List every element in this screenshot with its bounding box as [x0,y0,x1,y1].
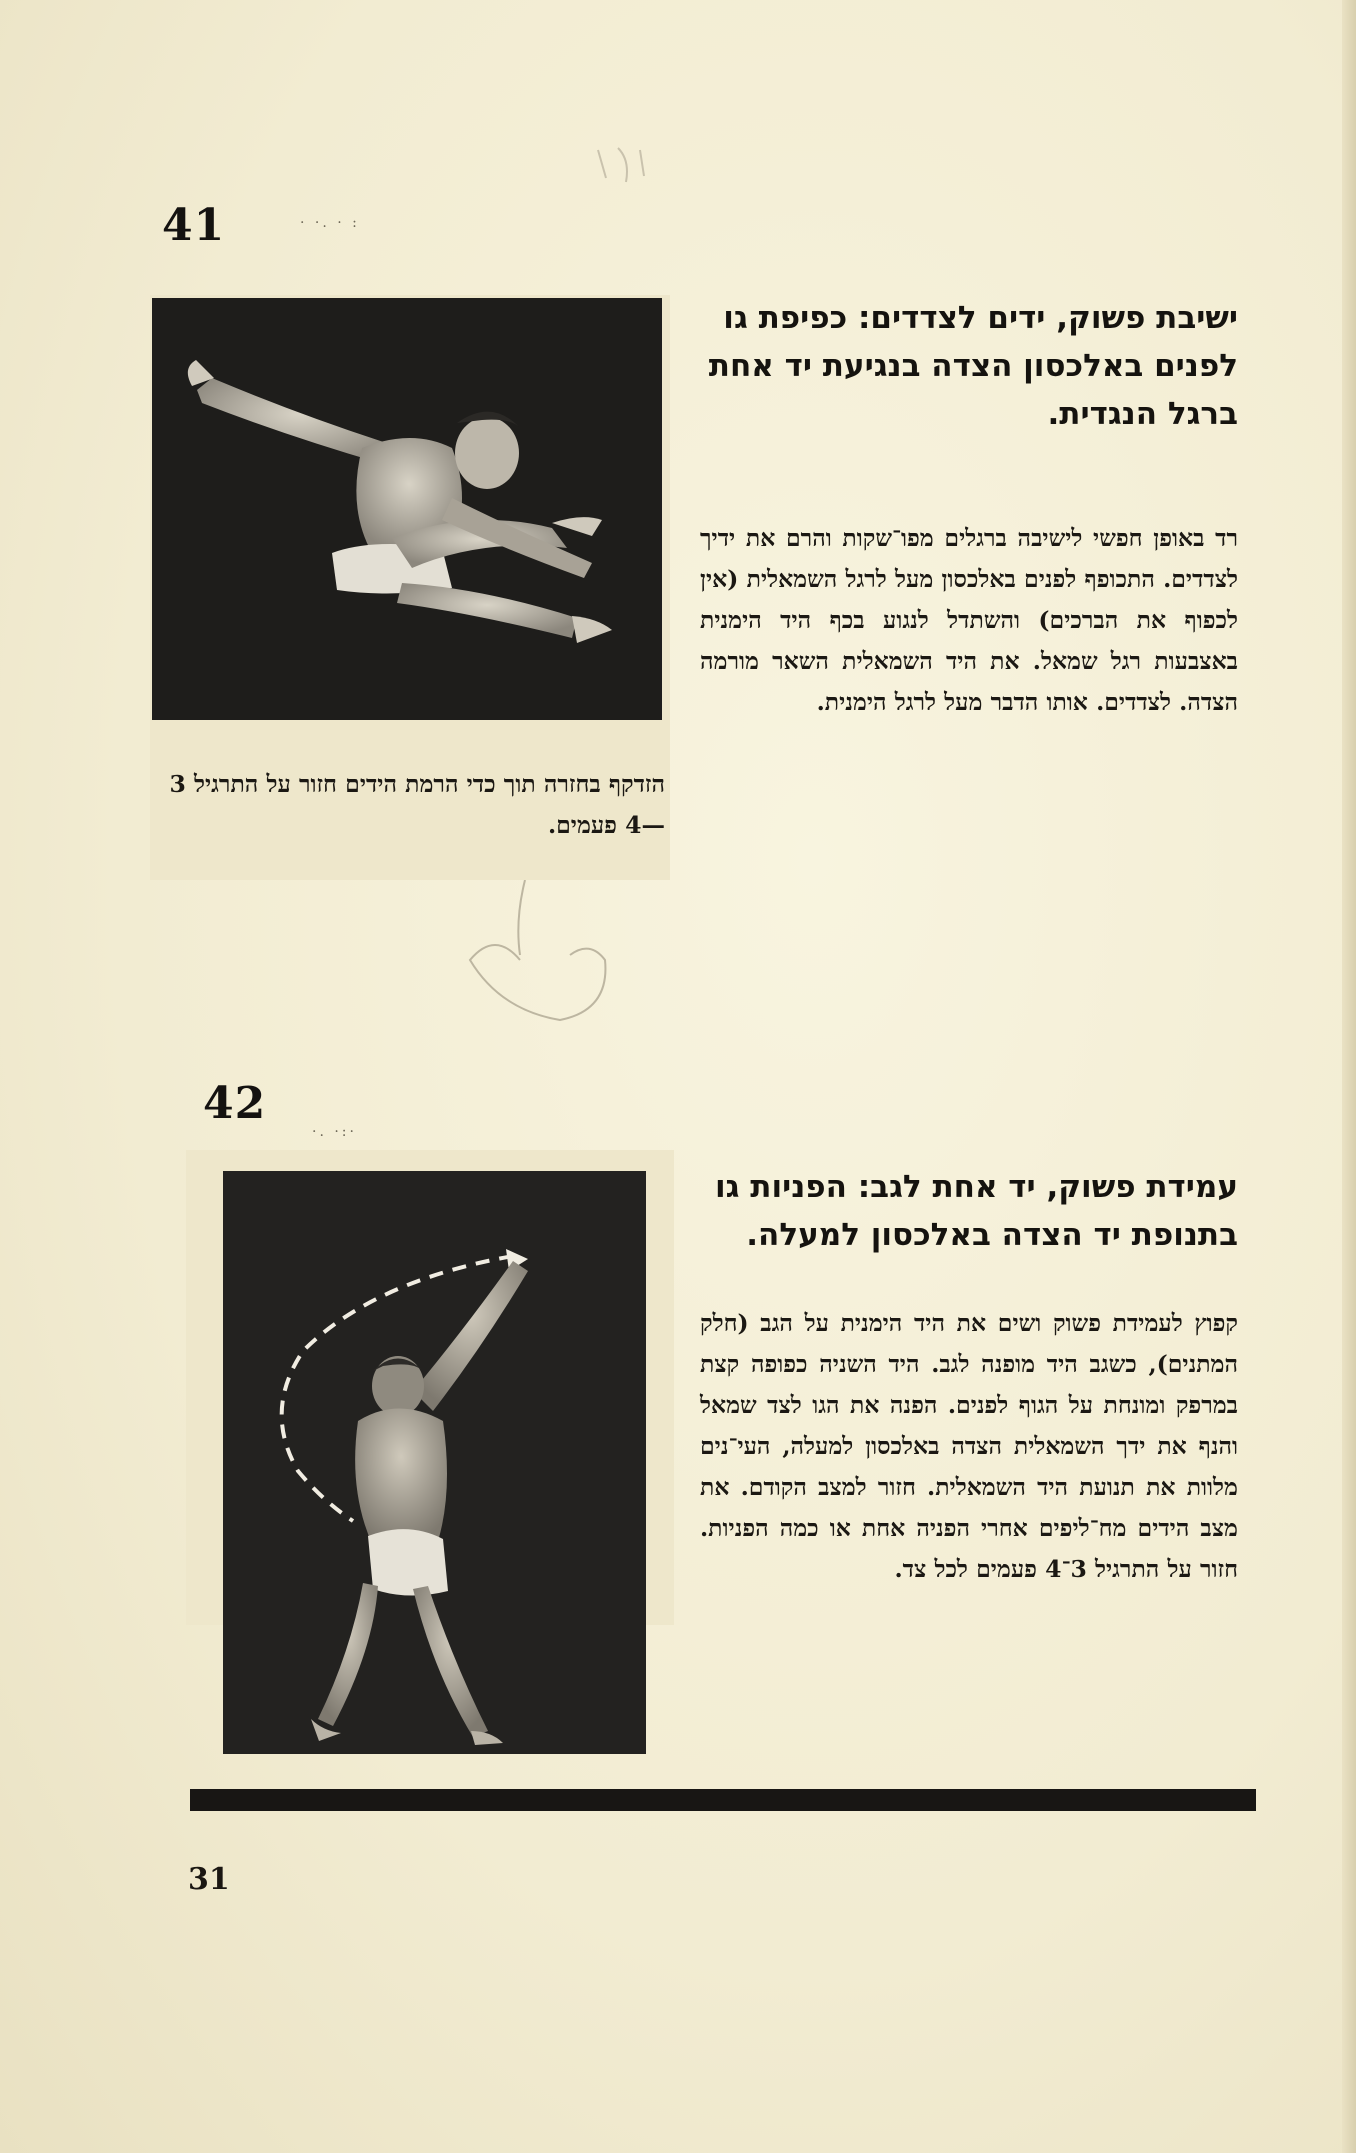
exercise-42-title: עמידת פשוק, יד אחת לגב: הפניות גו בתנופת יד הצדה באלכסון למעלה. [715,1169,1238,1253]
bottom-rule [190,1789,1256,1811]
photo-seated-stretch [152,298,662,720]
standing-twist-figure-icon [223,1171,646,1754]
speck-marks: ·. ·:· [312,1124,357,1140]
page-number: 31 [188,1862,230,1897]
exercise-number-42: 42 [203,1078,267,1129]
page-edge-shadow [1342,0,1356,2153]
exercise-41-body: רד באופן חפשי לישיבה ברגלים מפו־שקות והרם את ידיך לצדדים. התכופף לפנים באלכסון מעל לרגל השמאלית (אין לכפוף את הברכים) והשתדל לנגוע בכף היד הימנית באצבעות רגל שמאל. את היד השמאלית השאר מורמה הצדה. לצדדים. אותו הדבר מעל לרגל הימנית. [700,524,1238,716]
exercise-41-title: ישיבת פשוק, ידים לצדדים: כפיפת גו לפנים באלכסון הצדה בנגיעת יד אחת ברגל הנגדית. [708,300,1238,432]
exercise-41-caption: הזדקף בחזרה תוך כדי הרמת הידים חזור על התרגיל 3—4 פעמים. [169,770,665,839]
exercise-number-41: 41 [162,200,226,251]
exercise-42-body: קפוץ לעמידת פשוק ושים את היד הימנית על הגב (חלק המתנים), כשגב היד מופנה לגב. היד השניה כפופה קצת במרפק ומונחת על הגוף לפנים. הפנה את הגו לצד שמאל והנף את ידך השמאלית הצדה באלכסון למעלה, העי־נים מלוות את תנועת היד השמאלית. חזור למצב הקודם. את מצב הידים מח־ליפים אחרי הפניה אחת או כמה הפניות. חזור על התרגיל 3־4 פעמים לכל צד. [700,1309,1238,1583]
photo-standing-twist [223,1171,646,1754]
seated-stretch-figure-icon [152,298,662,720]
speck-marks: · ·. · : [300,215,360,231]
